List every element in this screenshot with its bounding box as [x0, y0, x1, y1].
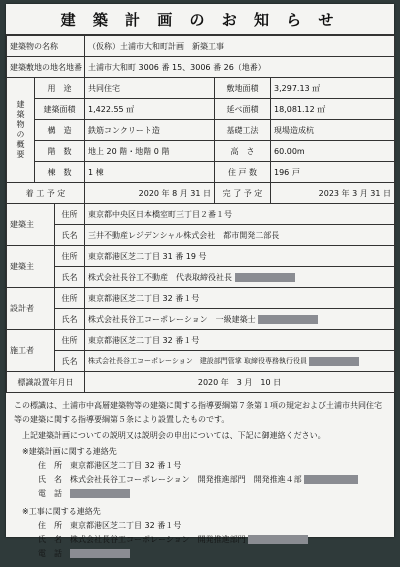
address-value: 土浦市大和町 3006 番 15、3006 番 26（地番） — [85, 57, 395, 78]
redaction-bar — [235, 273, 295, 282]
party-role: 建築主 — [7, 204, 55, 246]
notice-paragraph-2: 上記建築計画についての説明又は説明会の申出については、下記に御連絡ください。 — [22, 431, 326, 440]
overview-label-1: 棟 数 — [35, 162, 85, 183]
end-value: 2023 年 3 月 31 日 — [271, 183, 395, 204]
overview-label: 建築物の概要 — [7, 78, 35, 183]
overview-value-1: 鉄筋コンクリート造 — [85, 120, 215, 141]
party-addr: 東京都港区芝二丁目 32 番１号 — [85, 330, 395, 351]
parties-table — [6, 203, 395, 372]
party-row — [7, 267, 395, 288]
party-role: 建築主 — [7, 246, 55, 288]
overview-value-2: 18,081.12 ㎡ — [271, 99, 395, 120]
redaction-bar — [70, 549, 130, 558]
overview-value-1: 1,422.55 ㎡ — [85, 99, 215, 120]
schedule-table — [6, 182, 395, 204]
plan-tel-label: 電 話 — [38, 489, 62, 498]
party-row — [7, 204, 395, 225]
notice-body — [6, 393, 394, 567]
work-addr-label: 住 所 — [38, 521, 62, 530]
party-row — [7, 288, 395, 309]
party-addr: 東京都中央区日本橋室町三丁目２番１号 — [85, 204, 395, 225]
start-value: 2020 年 8 月 31 日 — [85, 183, 215, 204]
overview-label-1: 構 造 — [35, 120, 85, 141]
building-info-table — [6, 35, 395, 183]
redaction-bar — [70, 489, 130, 498]
party-addr-label: 住所 — [55, 330, 85, 351]
redaction-bar — [258, 315, 318, 324]
overview-label-2: 高 さ — [215, 141, 271, 162]
overview-row-4 — [7, 162, 395, 183]
work-name: 株式会社長谷工コーポレーション 開発推進部門 — [70, 535, 246, 544]
party-role: 施工者 — [7, 330, 55, 372]
address-label: 建築敷地の地名地番 — [7, 57, 85, 78]
posted-value: 2020 年 3 月 10 日 — [85, 372, 395, 393]
party-name: 株式会社長谷工不動産 代表取締役社長 — [88, 272, 232, 282]
notice-paragraph-1: この標識は、土浦市中高層建築物等の建築に関する指導要綱第７条第１項の規定および土浦市共同住宅等の建築に関する指導要綱第５条により設置したものです。 — [14, 401, 382, 424]
redaction-bar — [304, 475, 358, 484]
party-addr-label: 住所 — [55, 204, 85, 225]
overview-label-2: 敷地面積 — [215, 78, 271, 99]
overview-value-1: 1 棟 — [85, 162, 215, 183]
overview-value-2: 60.00m — [271, 141, 395, 162]
work-contact-heading: ※工事に関する連絡先 — [22, 507, 101, 516]
party-name-label: 氏名 — [55, 309, 85, 330]
redaction-bar — [248, 535, 308, 544]
plan-addr-label: 住 所 — [38, 461, 62, 470]
party-name: 株式会社長谷工コーポレーション 一級建築士 — [88, 314, 256, 324]
plan-contact-heading: ※建築計画に関する連絡先 — [22, 447, 117, 456]
overview-value-2: 196 戸 — [271, 162, 395, 183]
party-name-cell — [85, 309, 395, 330]
work-name-label: 氏 名 — [38, 535, 62, 544]
overview-row-3 — [7, 141, 395, 162]
party-name-label: 氏名 — [55, 351, 85, 372]
party-name-cell — [85, 351, 395, 372]
building-name-label: 建築物の名称 — [7, 36, 85, 57]
party-row — [7, 330, 395, 351]
party-row — [7, 225, 395, 246]
building-name-value: （仮称）土浦市大和町計画 新築工事 — [85, 36, 395, 57]
work-contact-tel — [14, 547, 386, 561]
overview-value-1: 地上 20 階・地階 0 階 — [85, 141, 215, 162]
party-addr: 東京都港区芝二丁目 32 番１号 — [85, 288, 395, 309]
notice-title — [6, 4, 394, 35]
party-row — [7, 351, 395, 372]
party-name-cell — [85, 225, 395, 246]
building-name-row — [7, 36, 395, 57]
party-addr-label: 住所 — [55, 288, 85, 309]
end-label: 完 了 予 定 — [215, 183, 271, 204]
start-label: 着 工 予 定 — [7, 183, 85, 204]
work-contact-address — [14, 519, 386, 533]
posted-label: 標識設置年月日 — [7, 372, 85, 393]
party-addr-label: 住所 — [55, 246, 85, 267]
redaction-bar — [309, 357, 359, 366]
party-name: 三井不動産レジデンシャル株式会社 都市開発二部長 — [88, 230, 280, 240]
party-name: 株式会社長谷工コーポレーション 建設部門管掌 取締役専務執行役員 — [88, 357, 307, 365]
schedule-row — [7, 183, 395, 204]
notice-title-text: 建 築 計 画 の お 知 ら せ — [60, 10, 340, 29]
address-row — [7, 57, 395, 78]
posted-table — [6, 371, 395, 393]
plan-addr: 東京都港区芝二丁目 32 番１号 — [70, 461, 182, 470]
plan-contact-address — [14, 459, 386, 473]
party-row — [7, 246, 395, 267]
party-name-label: 氏名 — [55, 225, 85, 246]
work-tel-label: 電 話 — [38, 549, 62, 558]
overview-value-2: 現場造成杭 — [271, 120, 395, 141]
party-addr: 東京都港区芝二丁目 31 番 19 号 — [85, 246, 395, 267]
overview-row-0 — [7, 78, 395, 99]
overview-label-2: 住 戸 数 — [215, 162, 271, 183]
plan-contact-tel — [14, 487, 386, 501]
work-addr: 東京都港区芝二丁目 32 番１号 — [70, 521, 182, 530]
overview-row-1 — [7, 99, 395, 120]
party-name-label: 氏名 — [55, 267, 85, 288]
notice-board — [6, 4, 394, 558]
plan-name-label: 氏 名 — [38, 475, 62, 484]
overview-label-2: 延べ面積 — [215, 99, 271, 120]
party-role: 設計者 — [7, 288, 55, 330]
overview-row-2 — [7, 120, 395, 141]
work-contact-name — [14, 533, 386, 547]
overview-value-2: 3,297.13 ㎡ — [271, 78, 395, 99]
overview-label-1: 階 数 — [35, 141, 85, 162]
party-name-cell — [85, 267, 395, 288]
posted-row — [7, 372, 395, 393]
overview-label-1: 用 途 — [35, 78, 85, 99]
party-row — [7, 309, 395, 330]
plan-name: 株式会社長谷工コーポレーション 開発推進部門 開発推進４部 — [70, 475, 302, 484]
overview-value-1: 共同住宅 — [85, 78, 215, 99]
plan-contact-name — [14, 473, 386, 487]
overview-label-2: 基礎工法 — [215, 120, 271, 141]
overview-label-1: 建築面積 — [35, 99, 85, 120]
